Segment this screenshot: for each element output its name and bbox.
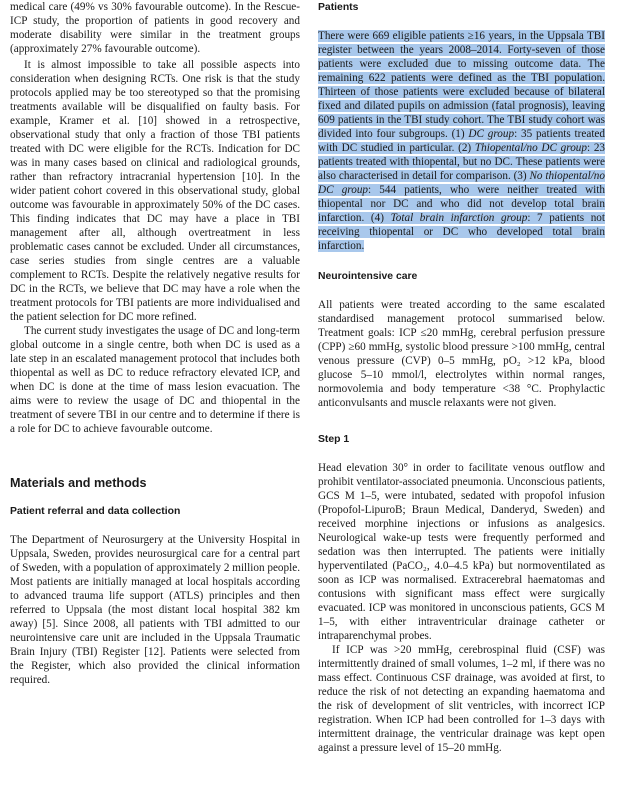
selected-text[interactable]: : 23 patients treated with thiopental, but no DC. These patients were also characterised in detail for comparison. (3): [318, 142, 606, 182]
neurointensive-paragraph: All patients were treated according to the same escalated standardised management protocol summarised below. Treatment goals: ICP ≤20 mmHg, cerebral perfusion pressure (CPP) ≥60 mmHg, systolic blood pressure >100 mmHg, central venous pressure (CVP) 0–5 mmHg, pO₂ >12 kPa, blood glucose 5–10 mmol/l, electrolytes within normal ranges, normovolemia and body temperature <38 °C. Prophylactic anticonvulsants and muscle relaxants were not given.: [318, 299, 605, 409]
materials-methods-heading: Materials and methods: [10, 476, 147, 490]
selected-text[interactable]: There were 669 eligible patients ≥16 years, in the Uppsala TBI register between the years 2008–2014. Forty-seven of those patients were excluded due to missing outcome data. The remaining 622 patients were defined as the TBI population. Thirteen of those patients were excluded because of bilateral fixed and dilated pupils on admission (fatal prognosis), leaving 609 patients in the TBI study cohort. The TBI study cohort was divided into four subgroups. (1): [318, 30, 605, 140]
neurointensive-care-heading: Neurointensive care: [318, 271, 418, 282]
dc-group-label: DC group: [468, 128, 515, 140]
patients-heading: Patients: [318, 2, 359, 13]
step1-heading: Step 1: [318, 434, 350, 445]
patient-referral-heading: Patient referral and data collection: [10, 506, 181, 517]
discussion-paragraph: It is almost impossible to take all possible aspects into consideration when designing RCTs. One risk is that the study protocols applied may be too stereotyped so that the promising treatments available will be disqualified on faulty basis. For example, Kramer et al. [10] showed in a retrospective, observational study that only a fraction of those TBI patients treated with DC were eligible for the RCTs. Indication for DC was in many cases based on clinical and radiological grounds, rather than refractory intracranial hypertension [10]. In the wider patient cohort covered in this observational study, global outcome was favourable in approximately 50% of the DC cases. This finding indicates that DC may have a place in TBI management after all, although overtreatment in less problematic cases cannot be excluded. Under all circumstances, case series studies from single centres are a valuable complement to RCTs. Despite the relatively negative results for DC in the RCTs, we believe that DC may have a role when the treatment protocols for TBI patients are more individualised and the patient selection for DC more refined.: [10, 59, 300, 323]
right-column: [318, 0, 605, 755]
step1-paragraph: Head elevation 30° in order to facilitate venous outflow and prohibit ventilator-associated pneumonia. Unconscious patients, GCS M 1–5, were intubated, sedated with propofol infusion (Propofol-LipuroB; Braun Medical, Danderyd, Sweden) and received morphine injections or infusions as analgesics. Neurological wake-up tests were frequently performed and sedation was then interrupted. The patients were initially hyperventilated (PaCO₂, 4.0–4.5 kPa) but normoventilated as soon as ICP was normalised. Extracerebral haematomas and contusions with significant mass effect were surgically evacuated. ICP was monitored in unconscious patients, GCS M 1–5, with either intraventricular drainage catheter or intraparenchymal probes.: [318, 462, 605, 642]
selected-text[interactable]: : 7 patients not receiving thiopental or DC who developed total brain infarction.: [318, 212, 605, 252]
patients-paragraph[interactable]: [318, 29, 605, 253]
step1-paragraph-2: If ICP was >20 mmHg, cerebrospinal fluid (CSF) was intermittently drained of small volumes, 1–2 ml, if there was no mass effect. Continuous CSF drainage, was avoided at first, to reduce the risk of not detecting an expanding haematoma and the risk of development of slit ventricles, with incorrect ICP registration. When ICP had been controlled for 1–3 days with intermittent drainage, the ventricular drainage was kept open against a pressure level of 15–20 mmHg.: [318, 644, 605, 754]
selected-text[interactable]: : 544 patients, who were neither treated with thiopental nor DC and who did not develop total brain infarction. (4): [318, 184, 605, 224]
aims-paragraph: The current study investigates the usage of DC and long-term global outcome in a single centre, both when DC is used as a late step in an escalated management protocol that includes both thiopental as well as DC to reduce refractory elevated ICP, and when DC is done at the time of mass lesion evacuation. The aims were to review the usage of DC and thiopental in the treatment of severe TBI in our centre and to determine if there is a role for DC to achieve favourable outcome.: [10, 325, 300, 435]
brain-infarction-group-label: Total brain infarction group: [390, 212, 528, 224]
no-thiopental-group-label: No thiopental/no DC group: [318, 170, 605, 196]
intro-continuation: medical care (49% vs 30% favourable outcome). In the Rescue-ICP study, the proportion of patients in good recovery and moderate disability were similar in the treatment groups (approximately 27% favourable outcome).: [10, 1, 300, 55]
selected-text[interactable]: : 35 patients treated with DC studied in particular. (2): [318, 128, 605, 154]
thiopental-group-label: Thiopental/no DC group: [474, 142, 587, 154]
referral-paragraph: The Department of Neurosurgery at the University Hospital in Uppsala, Sweden, provides neurosurgical care for a central part of Sweden, with a population of approximately 2 million people. Most patients are initially managed at local hospitals according to advanced trauma life support (ATLS) principles and then referred to Uppsala (the most distant local hospital 382 km away) [5]. Since 2008, all patients with TBI admitted to our neurointensive care unit are included in the Uppsala Traumatic Brain Injury (TBI) Register [12]. Patients were selected from the Register, which also provided the clinical information required.: [10, 534, 300, 686]
left-column: [10, 0, 300, 687]
